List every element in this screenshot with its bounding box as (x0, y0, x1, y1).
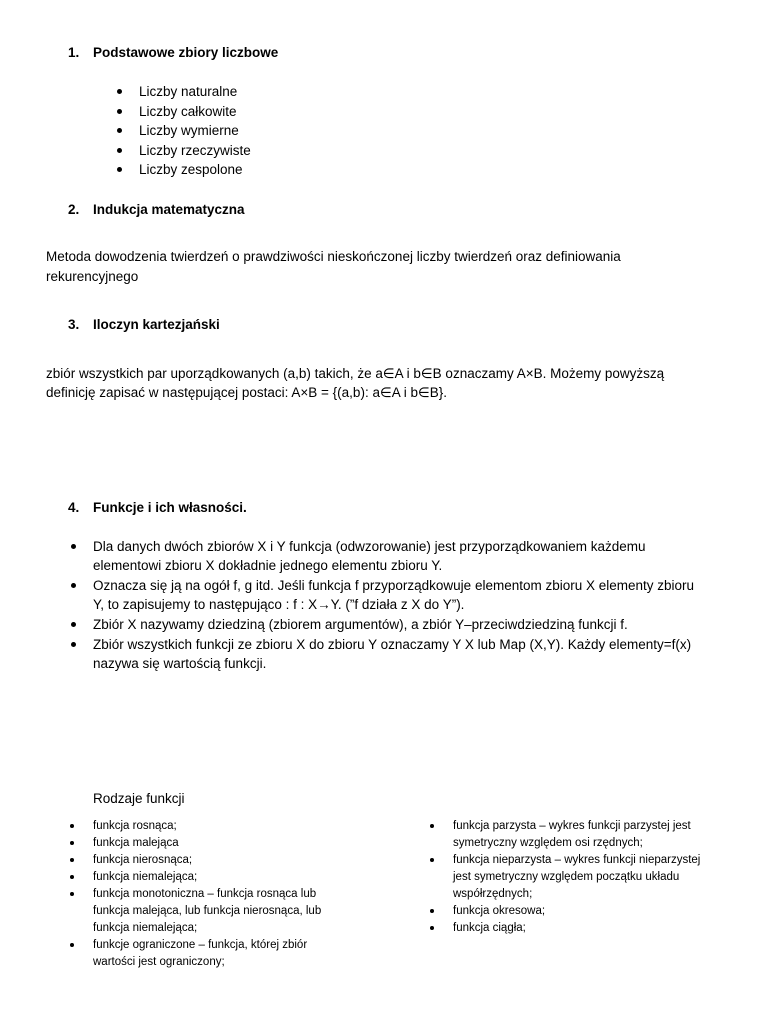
bullet-icon (430, 926, 434, 930)
bullet-icon (71, 583, 76, 588)
bullet-icon (70, 943, 74, 947)
list-item-line: Oznacza się ją na ogół f, g itd. Jeśli funkcja f przyporządkowuje elementom zbioru X elementy zbioru (93, 578, 695, 593)
bullet-icon (70, 824, 74, 828)
list-item-line: funkcja malejąca, lub funkcja nierosnąca, lub (93, 905, 322, 917)
list-item-line: Y, to zapisujemy to następująco : f : X→Y. (”f działa z X do Y”). (93, 597, 465, 612)
list-item-line: funkcja okresowa; (453, 905, 546, 917)
list-item-line: Zbiór X nazywamy dziedziną (zbiorem argumentów), a zbiór Y–przeciwdziedziną funkcji f. (93, 617, 628, 632)
list-item: Liczby wymierne (139, 123, 239, 138)
bullet-icon (70, 892, 74, 896)
section-1-title: Podstawowe zbiory liczbowe (93, 45, 279, 60)
section-3-number: 3. (68, 317, 80, 332)
list-item: Liczby całkowite (139, 104, 237, 119)
list-item-line: współrzędnych; (453, 888, 533, 900)
section-4-title: Funkcje i ich własności. (93, 500, 247, 515)
bullet-icon (117, 109, 122, 114)
list-item-line: funkcja niemalejąca; (93, 922, 198, 934)
section-3-title: Iloczyn kartezjański (93, 317, 220, 332)
list-item-line: funkcja parzysta – wykres funkcji parzystej jest (453, 820, 691, 832)
list-item-line: Zbiór wszystkich funkcji ze zbioru X do zbioru Y oznaczamy Y X lub Map (X,Y). Każdy elementy=f(x) (93, 637, 692, 652)
bullet-icon (70, 875, 74, 879)
bullet-icon (117, 167, 122, 172)
list-item-line: jest symetryczny względem początku układu (453, 871, 680, 883)
bullet-icon (117, 128, 122, 133)
section-3-paragraph-line: definicję zapisać w następującej postaci: A×B = {(a,b): a∈A i b∈B}. (46, 385, 447, 400)
list-item-line: funkcja nieparzysta – wykres funkcji nieparzystej (453, 854, 701, 866)
bullet-icon (117, 148, 122, 153)
list-item-line: wartości jest ograniczony; (93, 956, 225, 968)
bullet-icon (71, 544, 76, 549)
list-item-line: symetryczny względem osi rzędnych; (453, 837, 643, 849)
bullet-icon (71, 622, 76, 627)
list-item-line: funkcje ograniczone – funkcja, której zbiór (93, 939, 308, 951)
list-item: Liczby zespolone (139, 162, 243, 177)
bullet-icon (430, 824, 434, 828)
section-3-paragraph-line: zbiór wszystkich par uporządkowanych (a,b) takich, że a∈A i b∈B oznaczamy A×B. Możemy powyższą (46, 366, 665, 381)
section-4-number: 4. (68, 500, 80, 515)
section-2-paragraph-line: Metoda dowodzenia twierdzeń o prawdziwości nieskończonej liczby twierdzeń oraz definiowania (46, 249, 621, 264)
bullet-icon (71, 642, 76, 647)
bullet-icon (117, 89, 122, 94)
list-item-line: funkcja nierosnąca; (93, 854, 193, 866)
list-item-line: funkcja ciągła; (453, 922, 526, 934)
section-2-title: Indukcja matematyczna (93, 202, 245, 217)
list-item-line: funkcja monotoniczna – funkcja rosnąca lub (93, 888, 317, 900)
list-item-line: funkcja rosnąca; (93, 820, 177, 832)
section-2-number: 2. (68, 202, 80, 217)
list-item: Liczby naturalne (139, 84, 238, 99)
list-item-line: funkcja niemalejąca; (93, 871, 198, 883)
bullet-icon (430, 909, 434, 913)
list-item-line: Dla danych dwóch zbiorów X i Y funkcja (odwzorowanie) jest przyporządkowaniem każdemu (93, 539, 646, 554)
list-item: Liczby rzeczywiste (139, 143, 251, 158)
section-2-paragraph-line: rekurencyjnego (46, 269, 139, 284)
list-item-line: elementowi zbioru X dokładnie jednego elementu zbioru Y. (93, 558, 443, 573)
types-heading: Rodzaje funkcji (93, 791, 185, 806)
bullet-icon (70, 858, 74, 862)
list-item-line: funkcja malejąca (93, 837, 179, 849)
bullet-icon (70, 841, 74, 845)
list-item-line: nazywa się wartością funkcji. (93, 656, 267, 671)
bullet-icon (430, 858, 434, 862)
section-1-number: 1. (68, 45, 80, 60)
